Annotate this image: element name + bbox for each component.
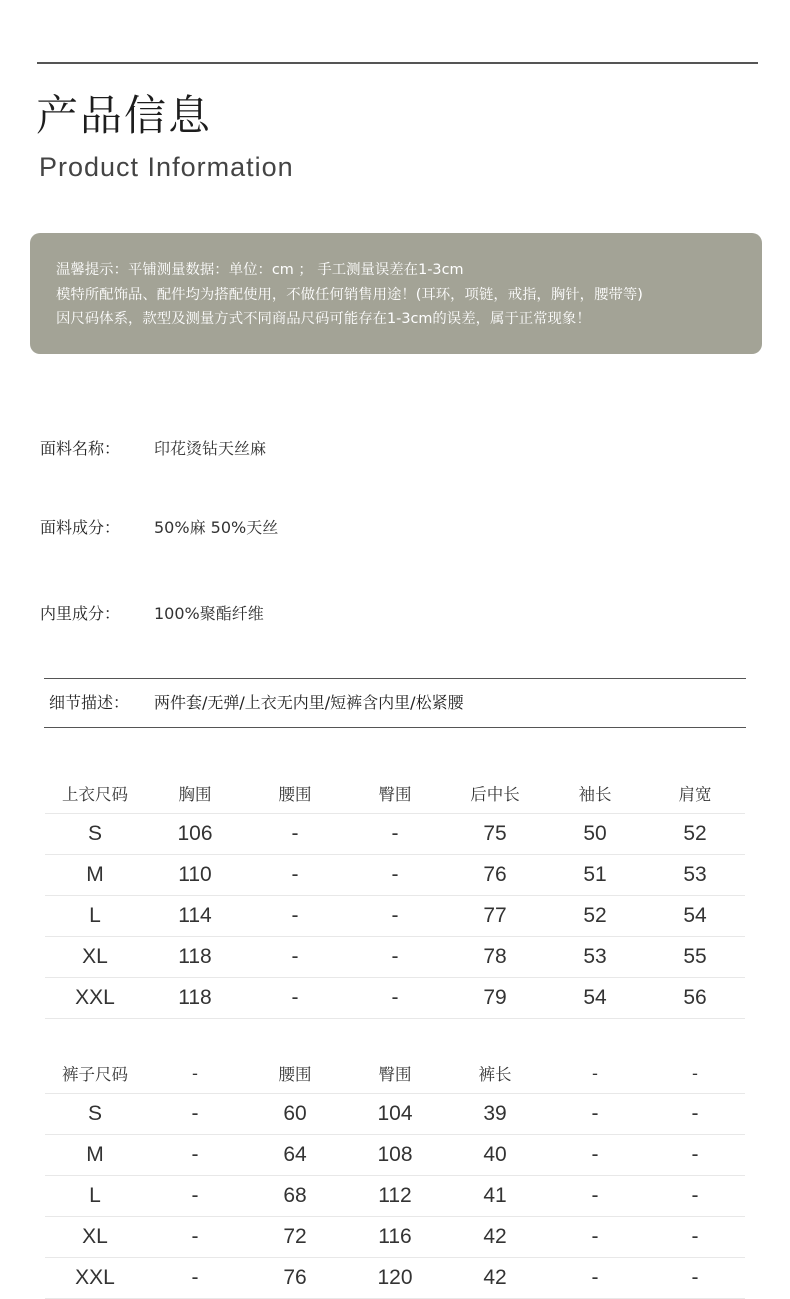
table-header-cell: 裤子尺码 [45, 1053, 145, 1094]
measurement-cell: 54 [645, 896, 745, 937]
measurement-cell: - [245, 855, 345, 896]
table-header-cell: 腰围 [245, 773, 345, 814]
table-row [45, 978, 745, 1019]
measurement-cell: 39 [445, 1094, 545, 1135]
details-label: 细节描述： [49, 693, 130, 712]
measurement-cell: - [345, 896, 445, 937]
measurement-cell: - [145, 1176, 245, 1217]
measurement-cell: 60 [245, 1094, 345, 1135]
table-row [45, 937, 745, 978]
fabric-composition-value: 50%麻 50%天丝 [154, 518, 279, 537]
tops-size-table [45, 773, 745, 1019]
measurement-cell: - [245, 937, 345, 978]
table-header-cell: 裤长 [445, 1053, 545, 1094]
table-row [45, 1258, 745, 1299]
fabric-name-value: 印花烫钻天丝麻 [154, 439, 267, 458]
measurement-cell: - [645, 1217, 745, 1258]
measurement-cell: - [545, 1258, 645, 1299]
measurement-cell: 75 [445, 814, 545, 855]
details-bottom-divider [44, 727, 746, 728]
size-label-cell: XL [45, 1217, 145, 1258]
size-label-cell: M [45, 1135, 145, 1176]
measurement-cell: - [145, 1135, 245, 1176]
page-subtitle: Product Information [39, 152, 294, 182]
fabric-name-label: 面料名称： [40, 439, 121, 458]
measurement-cell: 118 [145, 978, 245, 1019]
measurement-cell: - [545, 1135, 645, 1176]
measurement-cell: 42 [445, 1217, 545, 1258]
notice-line: 温馨提示：平铺测量数据：单位：cm ； 手工测量误差在1-3cm [56, 262, 464, 278]
fabric-composition-label: 面料成分： [40, 518, 121, 537]
table-row [45, 1094, 745, 1135]
table-header-cell: 臀围 [345, 1053, 445, 1094]
lining-composition-value: 100%聚酯纤维 [154, 604, 264, 623]
measurement-cell: 79 [445, 978, 545, 1019]
measurement-cell: 41 [445, 1176, 545, 1217]
measurement-cell: - [345, 978, 445, 1019]
table-header-cell: - [145, 1053, 245, 1094]
measurement-cell: 112 [345, 1176, 445, 1217]
measurement-cell: - [545, 1094, 645, 1135]
measurement-cell: 72 [245, 1217, 345, 1258]
measurement-cell: 54 [545, 978, 645, 1019]
measurement-cell: - [545, 1176, 645, 1217]
measurement-cell: - [245, 896, 345, 937]
table-row [45, 1176, 745, 1217]
notice-box [30, 233, 762, 354]
measurement-cell: - [645, 1258, 745, 1299]
details-row [49, 690, 464, 713]
measurement-cell: 77 [445, 896, 545, 937]
pants-size-table [45, 1053, 745, 1299]
measurement-cell: 68 [245, 1176, 345, 1217]
measurement-cell: 108 [345, 1135, 445, 1176]
size-label-cell: L [45, 1176, 145, 1217]
table-header-row [45, 1053, 745, 1094]
details-top-divider [44, 678, 746, 679]
measurement-cell: 76 [245, 1258, 345, 1299]
measurement-cell: 56 [645, 978, 745, 1019]
measurement-cell: 52 [545, 896, 645, 937]
lining-composition-label: 内里成分： [40, 604, 121, 623]
table-header-cell: 胸围 [145, 773, 245, 814]
measurement-cell: - [345, 937, 445, 978]
measurement-cell: 64 [245, 1135, 345, 1176]
measurement-cell: - [345, 814, 445, 855]
measurement-cell: 55 [645, 937, 745, 978]
table-header-row [45, 773, 745, 814]
table-header-cell: 后中长 [445, 773, 545, 814]
table-header-cell: 袖长 [545, 773, 645, 814]
lining-composition-row [40, 601, 264, 624]
measurement-cell: 104 [345, 1094, 445, 1135]
table-header-cell: 腰围 [245, 1053, 345, 1094]
table-row [45, 896, 745, 937]
measurement-cell: 50 [545, 814, 645, 855]
measurement-cell: - [145, 1217, 245, 1258]
measurement-cell: 116 [345, 1217, 445, 1258]
top-divider [37, 62, 758, 64]
measurement-cell: - [345, 855, 445, 896]
measurement-cell: 114 [145, 896, 245, 937]
measurement-cell: 76 [445, 855, 545, 896]
measurement-cell: 53 [645, 855, 745, 896]
table-header-cell: - [545, 1053, 645, 1094]
measurement-cell: 106 [145, 814, 245, 855]
table-row [45, 1135, 745, 1176]
size-label-cell: XXL [45, 1258, 145, 1299]
size-label-cell: M [45, 855, 145, 896]
measurement-cell: 40 [445, 1135, 545, 1176]
size-label-cell: L [45, 896, 145, 937]
details-value: 两件套/无弹/上衣无内里/短裤含内里/松紧腰 [154, 693, 464, 712]
measurement-cell: 118 [145, 937, 245, 978]
measurement-cell: - [645, 1176, 745, 1217]
measurement-cell: - [245, 814, 345, 855]
table-header-cell: 臀围 [345, 773, 445, 814]
measurement-cell: - [245, 978, 345, 1019]
measurement-cell: 110 [145, 855, 245, 896]
table-header-cell: 上衣尺码 [45, 773, 145, 814]
measurement-cell: 42 [445, 1258, 545, 1299]
table-row [45, 855, 745, 896]
measurement-cell: - [645, 1135, 745, 1176]
table-header-cell: 肩宽 [645, 773, 745, 814]
table-row [45, 814, 745, 855]
notice-line: 模特所配饰品、配件均为搭配使用，不做任何销售用途！(耳环，项链，戒指，胸针，腰带等) [56, 286, 643, 303]
size-label-cell: XXL [45, 978, 145, 1019]
measurement-cell: - [145, 1094, 245, 1135]
size-label-cell: S [45, 1094, 145, 1135]
measurement-cell: 53 [545, 937, 645, 978]
measurement-cell: - [645, 1094, 745, 1135]
fabric-composition-row [40, 515, 278, 538]
measurement-cell: 51 [545, 855, 645, 896]
notice-line: 因尺码体系，款型及测量方式不同商品尺码可能存在1-3cm的误差，属于正常现象！ [56, 311, 591, 327]
measurement-cell: - [145, 1258, 245, 1299]
measurement-cell: 120 [345, 1258, 445, 1299]
table-row [45, 1217, 745, 1258]
table-header-cell: - [645, 1053, 745, 1094]
measurement-cell: 78 [445, 937, 545, 978]
measurement-cell: - [545, 1217, 645, 1258]
page-title: 产品信息 [36, 91, 213, 140]
size-label-cell: S [45, 814, 145, 855]
fabric-name-row [40, 436, 266, 459]
size-label-cell: XL [45, 937, 145, 978]
measurement-cell: 52 [645, 814, 745, 855]
